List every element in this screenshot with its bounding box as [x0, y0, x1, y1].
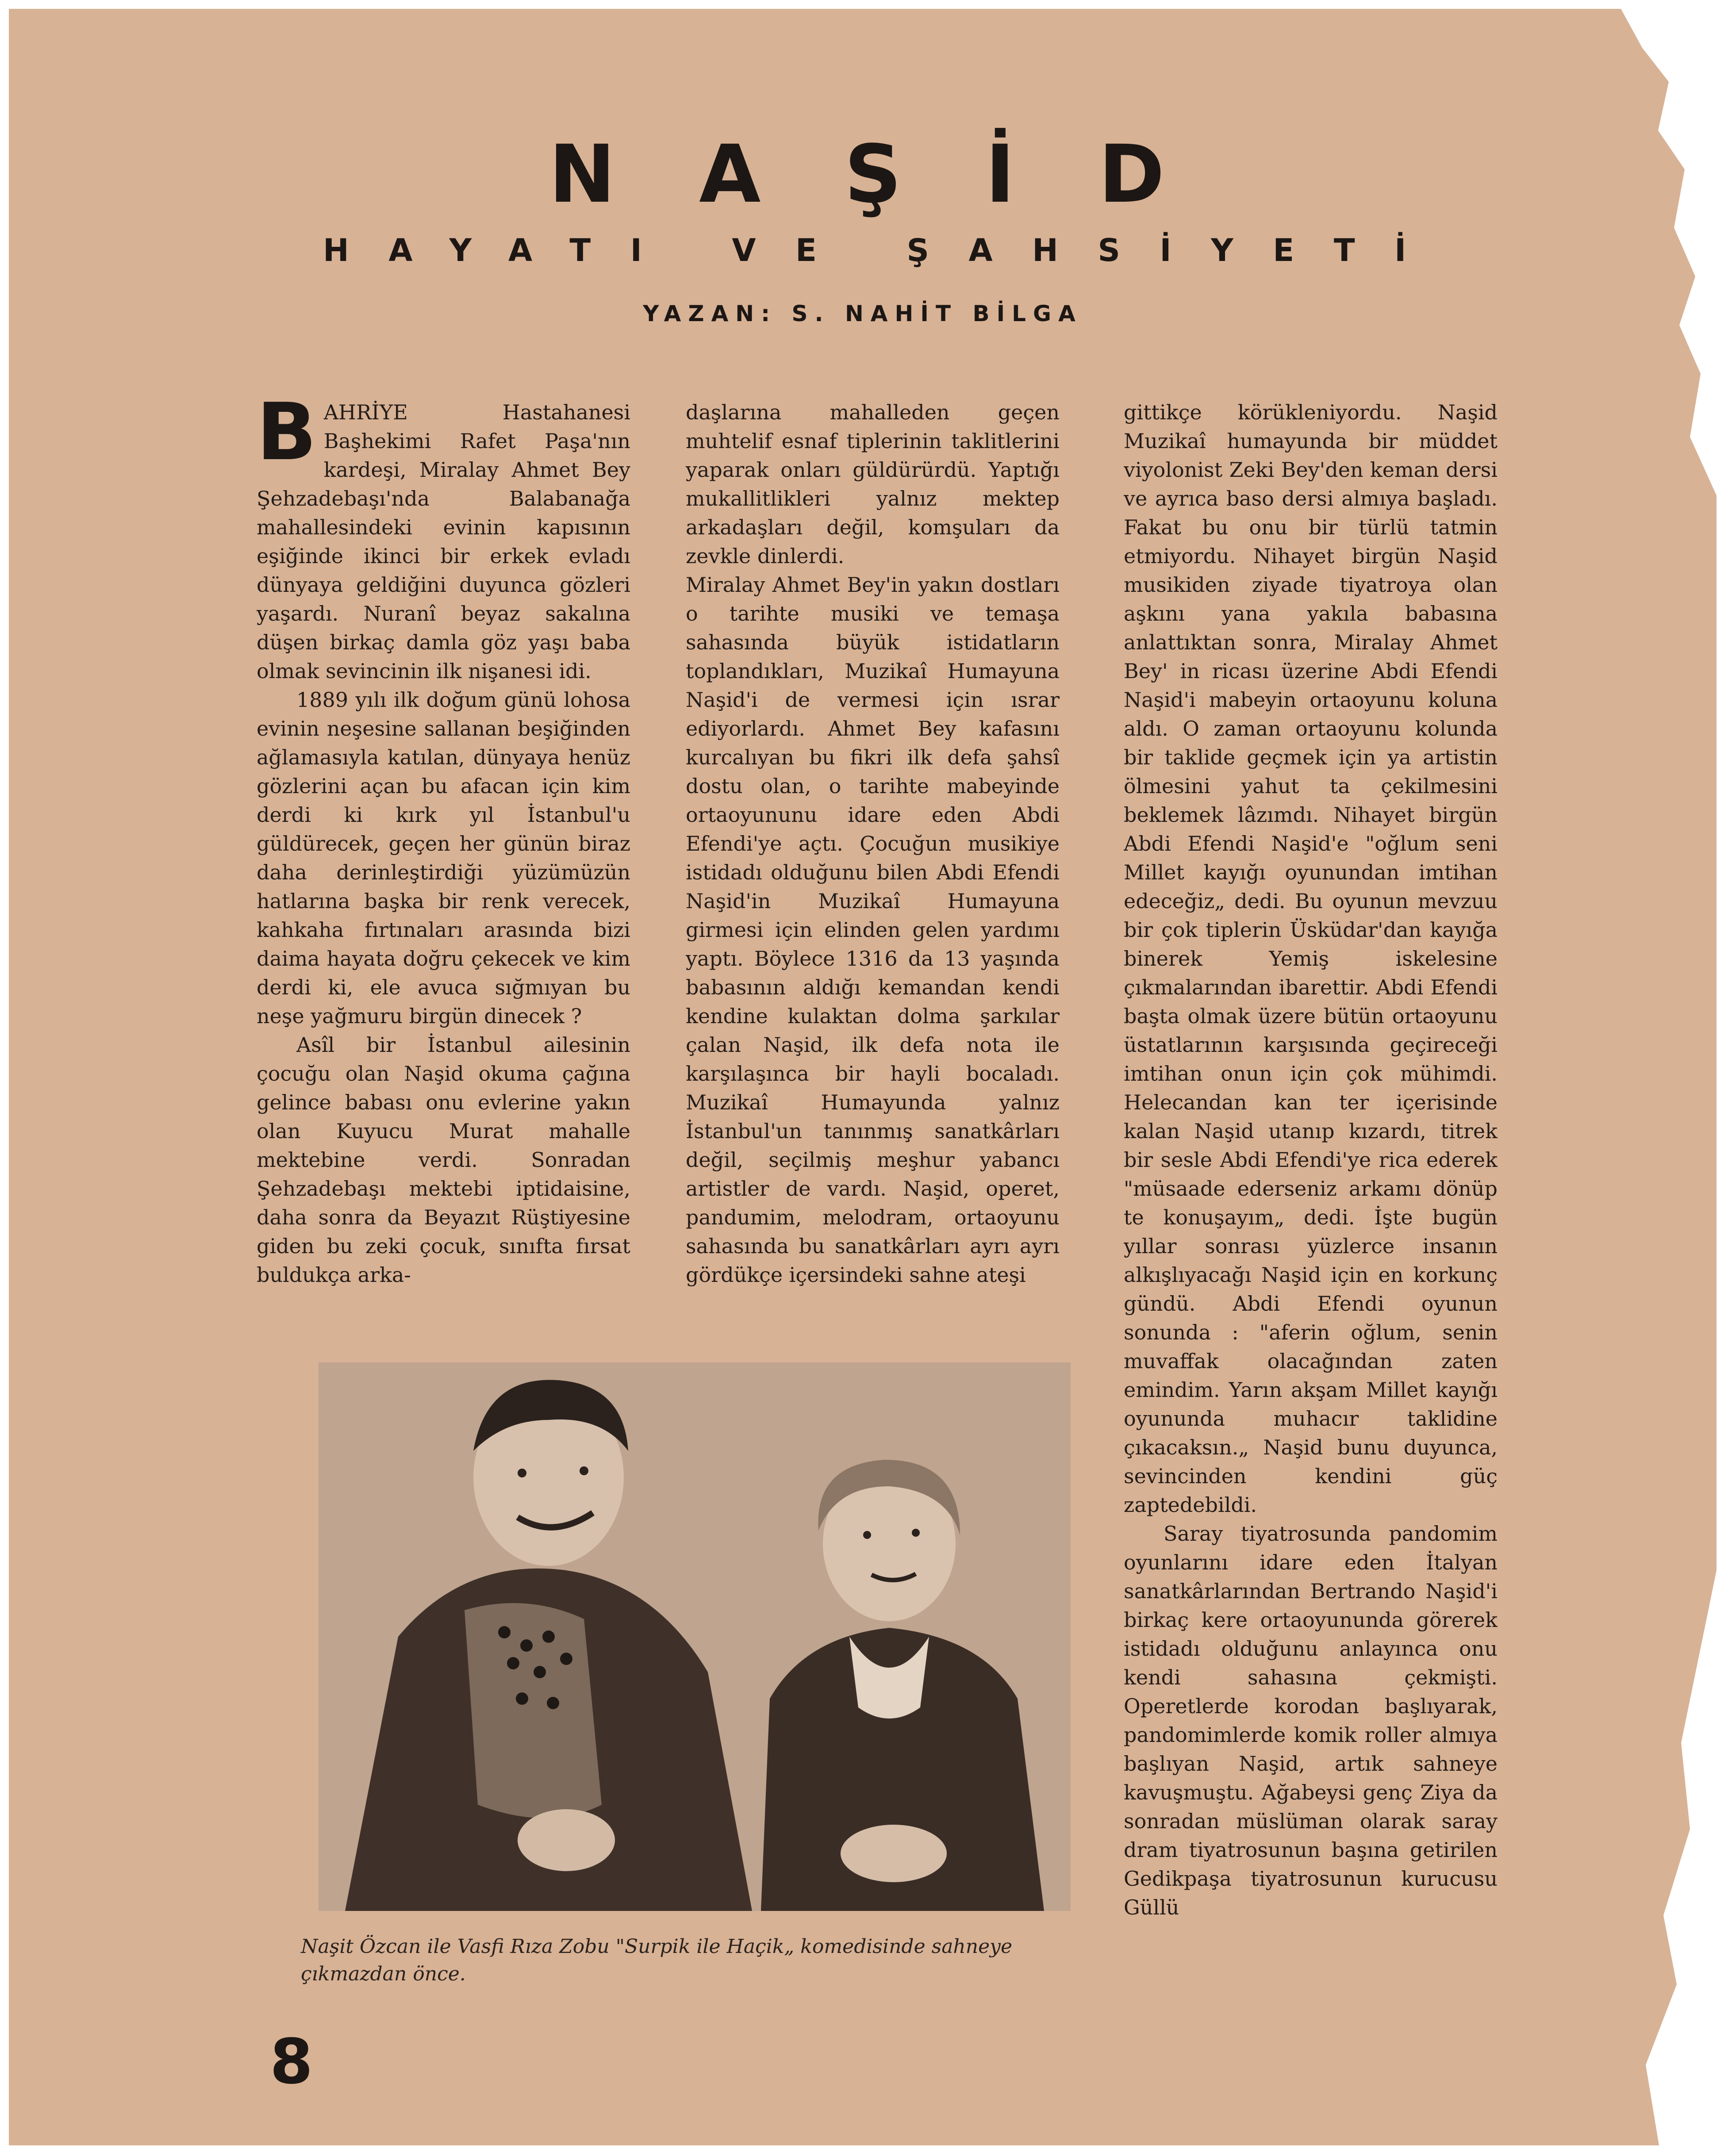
torn-edge-bottom: [1628, 1570, 1717, 2145]
paragraph: Asîl bir İstanbul ailesinin çocuğu olan Naşid okuma çağına gelince babası onu evlerine yakın olan Kuyucu Murat mahalle mektebine verdi. Sonradan Şehzadebaşı mektebi iptidaisine, daha sonra da Beyazıt Rüştiyesine giden bu zeki çocuk, sınıfta fırsat buldukça arka-: [257, 1033, 630, 1287]
page-number: 8: [270, 2026, 313, 2098]
paragraph: 1889 yılı ilk doğum günü lohosa evinin neşesine sallanan beşiğinden ağlamasıyla katılan, dünyaya henüz gözlerini açan bu afacan için kim derdi ki kırk yıl İstanbul'u güldürecek, geçen her günün biraz daha derinleştirdiği yüzümüzün hatlarına başka bir renk verecek, kahkaha fırtınaları arasında bizi daima hayata doğru çekecek ve kim derdi ki, ele avuca sığmıyan bu neşe yağmuru birgün dinecek ?: [257, 688, 630, 1028]
paragraph: AHRİYE Hastahanesi Başhekimi Rafet Paşa'nın kardeşi, Miralay Ahmet Bey Şehzadebaşı'nda Balabanağa mahallesindeki evinin kapısının eşiğinde ikinci bir erkek evladı dünyaya geldiğini duyunca gözleri yaşardı. Nuranî beyaz sakalına düşen birkaç damla göz yaşı baba olmak sevincinin ilk nişanesi idi.: [257, 400, 630, 683]
paragraph: gittikçe körükleniyordu. Naşid Muzikaî humayunda bir müddet viyolonist Zeki Bey'den keman dersi ve ayrıca baso dersi almıya başladı. Fakat bu onu bir türlü tatmin etmiyordu. Nihayet birgün Naşid musikiden ziyade tiyatroya olan aşkını yana yakıla babasına anlattıktan sonra, Miralay Ahmet Bey' in ricası üzerine Abdi Efendi Naşid'i mabeyin ortaoyunu koluna aldı. O zaman ortaoyunu kolunda bir taklide geçmek için ya artistin ölmesini yahut ta çekilmesini beklemek lâzımdı. Nihayet birgün Abdi Efendi Naşid'e "oğlum seni Millet kayığı oyunundan imtihan edeceğiz„ dedi. Bu oyunun mevzuu bir çok tiplerin Üsküdar'dan kayığa binerek Yemiş iskelesine çıkmalarından ibarettir. Abdi Efendi başta olmak üzere bütün ortaoyunu üstatlarının karşısında geçireceği imtihan onun için çok mühimdi. Helecandan kan ter içerisinde kalan Naşid utanıp kızardı, titrek bir sesle Abdi Efendi'ye rica ederek "müsaade ederseniz arkamı dönüp te konuşayım„ dedi. İşte bugün yıllar sonrası yüzlerce insanın alkışlıyacağı Naşid için en korkunç gündü. Abdi Efendi oyunun sonunda : "aferin oğlum, senin muvaffak olacağından zaten emindim. Yarın akşam Millet kayığı oyununda muhacır taklidine çıkacaksın.„ Naşid bunu duyunca, sevincinden kendini güç zaptedebildi.: [1124, 400, 1498, 1517]
article-column-1: [257, 386, 630, 1289]
photo-naşit-and-vasfi: [319, 1362, 1071, 1911]
paragraph: Miralay Ahmet Bey'in yakın dostları o tarihte musiki ve temaşa sahasında büyük istidatların toplandıkları, Muzikaî Humayuna Naşid'i de vermesi için ısrar ediyorlardı. Ahmet Bey kafasını kurcalıyan bu fikri ilk defa şahsî dostu olan, o tarihte mabeyinde ortaoyununu idare eden Abdi Efendi'ye açtı. Çocuğun musikiye istidadı olduğunu bilen Abdi Efendi Naşid'in Muzikaî Humayuna girmesi için elinden gelen yardımı yaptı. Böylece 1316 da 13 yaşında babasının aldığı kemandan kendi kendine kulaktan dolma şarkılar çalan Naşid, ilk defa nota ile karşılaşınca bir hayli bocaladı. Muzikaî Humayunda yalnız İstanbul'un tanınmış sanatkârları değil, seçilmiş meşhur yabancı artistler de vardı. Naşid, operet, pandumim, melodram, ortaoyunu sahasında bu sanatkârları ayrı ayrı gördükçe içersindeki sahne ateşi: [686, 573, 1060, 1287]
article-subtitle: HAYATI VE ŞAHSİYETİ: [323, 232, 1446, 269]
paragraph: daşlarına mahalleden geçen muhtelif esnaf tiplerinin taklitlerini yaparak onları güldürürdü. Yaptığı mukallitlikleri yalnız mektep arkadaşları değil, komşuları da zevkle dinlerdi.: [686, 400, 1060, 568]
drop-cap: B: [257, 386, 317, 478]
newspaper-page: [9, 9, 1717, 2145]
paragraph: Saray tiyatrosunda pandomim oyunlarını idare eden İtalyan sanatkârlarından Bertrando Naşid'i birkaç kere ortaoyununda görerek istidadı olduğunu anlayınca onu kendi sahasına çekmişti. Operetlerde korodan başlıyarak, pandomimlerde komik roller almıya başlıyan Naşid, artık sahneye kavuşmuştu. Ağabeysi genç Ziya da sonradan müslüman olarak saray dram tiyatrosunun başına getirilen Gedikpaşa tiyatrosunun kurucusu Güllü: [1124, 1522, 1498, 1919]
article-column-2: [686, 398, 1060, 1289]
article-byline: YAZAN: S. NAHİT BİLGA: [643, 301, 1083, 326]
article-column-3: [1124, 398, 1498, 2123]
article-title: NAŞİD: [549, 128, 1248, 221]
photo-caption: Naşit Özcan ile Vasfi Rıza Zobu "Surpik ile Haçik„ komedisinde sahneye çıkmazdan önce.: [301, 1935, 1013, 1985]
halftone-photo-illustration: [319, 1362, 1071, 1911]
